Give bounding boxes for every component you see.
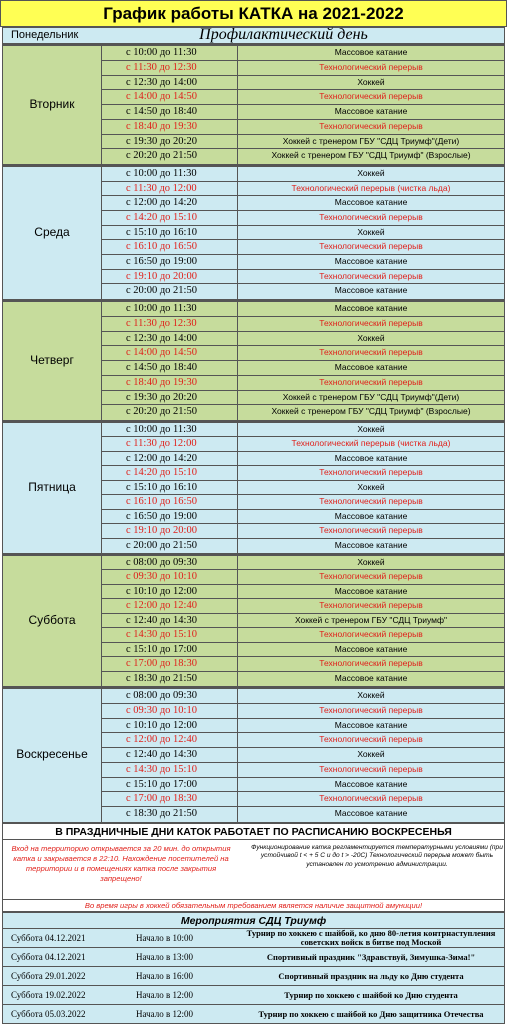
time-slot: с 12:30 до 14:00 [102, 332, 238, 346]
time-slot: с 10:00 до 11:30 [102, 46, 238, 60]
schedule-row [102, 570, 504, 584]
day-block [2, 44, 505, 165]
schedule-row [102, 226, 504, 241]
time-slot: с 18:40 до 19:30 [102, 376, 238, 390]
schedule-row [102, 90, 504, 105]
time-slot: с 12:00 до 12:40 [102, 733, 238, 747]
day-name: Суббота [28, 612, 76, 627]
event-row [3, 1005, 504, 1024]
time-slot: с 14:00 до 14:50 [102, 90, 238, 104]
activity: Хоккей с тренером ГБУ "СДЦ Триумф"(Дети) [282, 135, 460, 146]
time-slot: с 08:00 до 09:30 [102, 556, 238, 569]
time-slot: с 18:30 до 21:50 [102, 807, 238, 822]
schedule-row [102, 240, 504, 255]
schedule-row [102, 167, 504, 182]
activity: Хоккей [357, 226, 385, 237]
time-slot: с 17:00 до 18:30 [102, 657, 238, 670]
activity: Массовое катание [334, 197, 408, 208]
time-slot: с 18:30 до 21:50 [102, 672, 238, 686]
activity: Технологический перерыв (чистка льда) [291, 438, 451, 449]
activity: Массовое катание [334, 672, 408, 683]
schedule-row [102, 704, 504, 719]
schedule-row [102, 778, 504, 793]
schedule-row [102, 196, 504, 211]
activity: Технологический перерыв [319, 734, 423, 745]
activity: Массовое катание [334, 362, 408, 372]
schedule-row [102, 643, 504, 657]
time-slot: с 16:50 до 19:00 [102, 255, 238, 269]
activity: Хоккей [357, 332, 385, 343]
day-name: Вторник [29, 96, 75, 111]
day-block [2, 554, 505, 687]
activity: Технологический перерыв [319, 793, 423, 804]
day-block [2, 421, 505, 554]
schedule-row [102, 614, 504, 628]
event-start: Начало в 12:00 [136, 990, 193, 1000]
day-rows [101, 689, 504, 822]
time-slot: с 10:10 до 12:00 [102, 585, 238, 598]
event-start: Начало в 13:00 [136, 952, 193, 962]
event-name: Спортивный праздник на льду ко Дню студента [278, 970, 464, 981]
schedule-row [102, 539, 504, 553]
activity: Технологический перерыв [319, 211, 423, 222]
activity: Массовое катание [334, 719, 408, 730]
activity: Массовое катание [334, 808, 408, 819]
time-slot: с 19:10 до 20:00 [102, 270, 238, 284]
time-slot: с 14:30 до 15:10 [102, 763, 238, 777]
day-block [2, 165, 505, 300]
time-slot: с 09:30 до 10:10 [102, 570, 238, 583]
day-rows [101, 302, 504, 420]
time-slot: с 12:00 до 14:20 [102, 196, 238, 210]
activity: Технологический перерыв [319, 270, 423, 281]
monday-note: Профилактический день [199, 26, 368, 43]
day-block [2, 300, 505, 421]
activity: Технологический перерыв [319, 704, 423, 715]
time-slot: с 20:20 до 21:50 [102, 149, 238, 164]
time-slot: с 15:10 до 17:00 [102, 643, 238, 656]
activity: Технологический перерыв [319, 658, 423, 669]
time-slot: с 14:00 до 14:50 [102, 346, 238, 360]
schedule-row [102, 270, 504, 285]
time-slot: с 18:40 до 19:30 [102, 120, 238, 134]
schedule-row [102, 628, 504, 642]
time-slot: с 11:30 до 12:30 [102, 61, 238, 75]
activity: Хоккей с тренером ГБУ "СДЦ Триумф" [294, 614, 448, 625]
activity: Массовое катание [334, 106, 408, 116]
activity: Технологический перерыв [319, 525, 423, 536]
event-row [3, 986, 504, 1005]
activity: Массовое катание [334, 303, 408, 313]
event-start: Начало в 12:00 [136, 1009, 193, 1019]
time-slot: с 15:10 до 17:00 [102, 778, 238, 792]
day-rows [101, 423, 504, 553]
day-name: Среда [34, 224, 70, 239]
schedule-row [102, 423, 504, 437]
schedule-row [102, 149, 504, 164]
schedule-row [102, 211, 504, 226]
activity: Хоккей с тренером ГБУ "СДЦ Триумф" (Взрослые) [271, 406, 471, 417]
schedule-row [102, 46, 504, 61]
time-slot: с 10:00 до 11:30 [102, 302, 238, 316]
activity: Массовое катание [334, 643, 408, 654]
activity: Массовое катание [334, 47, 408, 57]
time-slot: с 12:00 до 14:20 [102, 452, 238, 465]
schedule-row [102, 495, 504, 509]
schedule-row [102, 437, 504, 451]
time-slot: с 19:10 до 20:00 [102, 524, 238, 537]
time-slot: с 16:50 до 19:00 [102, 510, 238, 523]
schedule-row [102, 807, 504, 822]
event-start: Начало в 16:00 [136, 971, 193, 981]
schedule-row [102, 481, 504, 495]
schedule-row [102, 510, 504, 524]
entry-note: Вход на территорию открывается за 20 мин. до открытия катка и закрывается в 22:10. Нахождение посетителей на территории и в помещениях катка после закрытия запрещено! [11, 844, 231, 883]
time-slot: с 14:20 до 15:10 [102, 466, 238, 479]
activity: Хоккей с тренером ГБУ "СДЦ Триумф" (Взрослые) [271, 150, 471, 161]
schedule-row [102, 332, 504, 347]
schedule-row [102, 657, 504, 671]
activity: Хоккей [357, 76, 385, 87]
schedule-row [102, 182, 504, 197]
schedule-row [102, 284, 504, 299]
schedule-row [102, 748, 504, 763]
schedule-row [102, 61, 504, 76]
event-date: Суббота 05.03.2022 [11, 1009, 86, 1019]
activity: Хоккей [357, 424, 385, 434]
event-date: Суббота 29.01.2022 [11, 971, 86, 981]
schedule-row [102, 405, 504, 420]
activity: Технологический перерыв [319, 763, 423, 774]
schedule-row [102, 135, 504, 150]
activity: Массовое катание [334, 285, 408, 296]
activity: Массовое катание [334, 255, 408, 266]
time-slot: с 20:20 до 21:50 [102, 405, 238, 420]
activity: Технологический перерыв [319, 629, 423, 640]
activity: Технологический перерыв [319, 120, 423, 131]
activity: Технологический перерыв [319, 347, 423, 358]
schedule-row [102, 376, 504, 391]
event-date: Суббота 19.02.2022 [11, 990, 86, 1000]
day-name: Четверг [30, 352, 74, 367]
activity: Массовое катание [334, 510, 408, 521]
day-name: Пятница [28, 479, 76, 494]
page-title: График работы КАТКА на 2021-2022 [0, 0, 507, 27]
temperature-note: Функционирование катка регламентируется температурными условиями (при устойчивой t < + 5 C и до t > -20C) Технологический перерыв может быть установлен по усмотрению администрации. [251, 844, 503, 868]
event-name: Турнир по хоккею с шайбой ко Дню студента [284, 989, 458, 1000]
time-slot: с 12:30 до 14:00 [102, 76, 238, 90]
activity: Хоккей [357, 749, 385, 760]
schedule-row [102, 672, 504, 686]
activity: Технологический перерыв [319, 241, 423, 252]
activity: Технологический перерыв [319, 91, 423, 102]
activity: Технологический перерыв (чистка льда) [291, 182, 451, 193]
schedule-row [102, 763, 504, 778]
activity: Массовое катание [334, 452, 408, 463]
time-slot: с 12:40 до 14:30 [102, 748, 238, 762]
time-slot: с 19:30 до 20:20 [102, 135, 238, 149]
day-block [2, 687, 505, 823]
schedule-row [102, 556, 504, 570]
time-slot: с 14:20 до 15:10 [102, 211, 238, 225]
activity: Технологический перерыв [319, 317, 423, 328]
time-slot: с 14:50 до 18:40 [102, 361, 238, 375]
day-name: Воскресенье [16, 747, 88, 761]
events-table [2, 929, 505, 1024]
event-row [3, 929, 504, 948]
day-rows [101, 167, 504, 299]
schedule-row [102, 391, 504, 406]
event-name: Спортивный праздник "Здравствуй, Зимушка-Зима!" [266, 951, 476, 962]
schedule-row [102, 76, 504, 91]
time-slot: с 10:00 до 11:30 [102, 167, 238, 181]
activity: Хоккей [357, 557, 385, 567]
time-slot: с 20:00 до 21:50 [102, 284, 238, 299]
activity: Технологический перерыв [319, 571, 423, 582]
event-date: Суббота 04.12.2021 [11, 933, 86, 943]
time-slot: с 10:10 до 12:00 [102, 719, 238, 733]
schedule-row [102, 255, 504, 270]
activity: Массовое катание [334, 539, 408, 550]
schedule-row [102, 689, 504, 704]
time-slot: с 15:10 до 16:10 [102, 226, 238, 240]
schedule-row [102, 302, 504, 317]
time-slot: с 08:00 до 09:30 [102, 689, 238, 703]
event-row [3, 967, 504, 986]
monday-row [2, 27, 505, 44]
schedule-row [102, 719, 504, 734]
time-slot: с 11:30 до 12:00 [102, 182, 238, 196]
schedule-row [102, 452, 504, 466]
event-start: Начало в 10:00 [136, 933, 193, 943]
time-slot: с 19:30 до 20:20 [102, 391, 238, 405]
schedule-row [102, 585, 504, 599]
time-slot: с 14:50 до 18:40 [102, 105, 238, 119]
time-slot: с 17:00 до 18:30 [102, 792, 238, 806]
time-slot: с 12:00 до 12:40 [102, 599, 238, 612]
day-rows [101, 46, 504, 164]
schedule-row [102, 792, 504, 807]
activity: Хоккей [357, 690, 385, 700]
activity: Технологический перерыв [319, 376, 423, 387]
activity: Технологический перерыв [319, 600, 423, 611]
schedule-row [102, 120, 504, 135]
time-slot: с 11:30 до 12:30 [102, 317, 238, 331]
time-slot: с 16:10 до 16:50 [102, 240, 238, 254]
activity: Хоккей с тренером ГБУ "СДЦ Триумф"(Дети) [282, 391, 460, 402]
event-name: Турнир по хоккею с шайбой, ко дню 80-летия контрнаступления советских войск в битве под Моской [246, 928, 496, 947]
event-row [3, 948, 504, 967]
day-rows [101, 556, 504, 686]
event-name: Турнир по хоккею с шайбой ко Дню защитника Отечества [258, 1008, 484, 1019]
schedule-row [102, 733, 504, 748]
activity: Массовое катание [334, 585, 408, 596]
event-date: Суббота 04.12.2021 [11, 952, 86, 962]
time-slot: с 11:30 до 12:00 [102, 437, 238, 450]
activity: Технологический перерыв [319, 496, 423, 507]
time-slot: с 09:30 до 10:10 [102, 704, 238, 718]
schedule-row [102, 105, 504, 120]
events-title: Мероприятия СДЦ Триумф [2, 912, 505, 929]
time-slot: с 10:00 до 11:30 [102, 423, 238, 436]
time-slot: с 14:30 до 15:10 [102, 628, 238, 641]
schedule-row [102, 524, 504, 538]
monday-label: Понедельник [11, 29, 79, 41]
schedule-row [102, 317, 504, 332]
schedule-row [102, 599, 504, 613]
time-slot: с 12:40 до 14:30 [102, 614, 238, 627]
schedule-row [102, 346, 504, 361]
schedule-row [102, 466, 504, 480]
activity: Хоккей [357, 481, 385, 492]
activity: Технологический перерыв [319, 467, 423, 478]
schedule-row [102, 361, 504, 376]
activity: Массовое катание [334, 778, 408, 789]
time-slot: с 20:00 до 21:50 [102, 539, 238, 553]
time-slot: с 16:10 до 16:50 [102, 495, 238, 508]
equipment-warning: Во время игры в хоккей обязательным требованием является наличие защитной амуниции! [2, 900, 505, 912]
holiday-note: В ПРАЗДНИЧНЫЕ ДНИ КАТОК РАБОТАЕТ ПО РАСПИСАНИЮ ВОСКРЕСЕНЬЯ [2, 823, 505, 840]
activity: Технологический перерыв [319, 61, 423, 72]
activity: Хоккей [357, 168, 385, 178]
time-slot: с 15:10 до 16:10 [102, 481, 238, 494]
notes-block [2, 840, 505, 900]
